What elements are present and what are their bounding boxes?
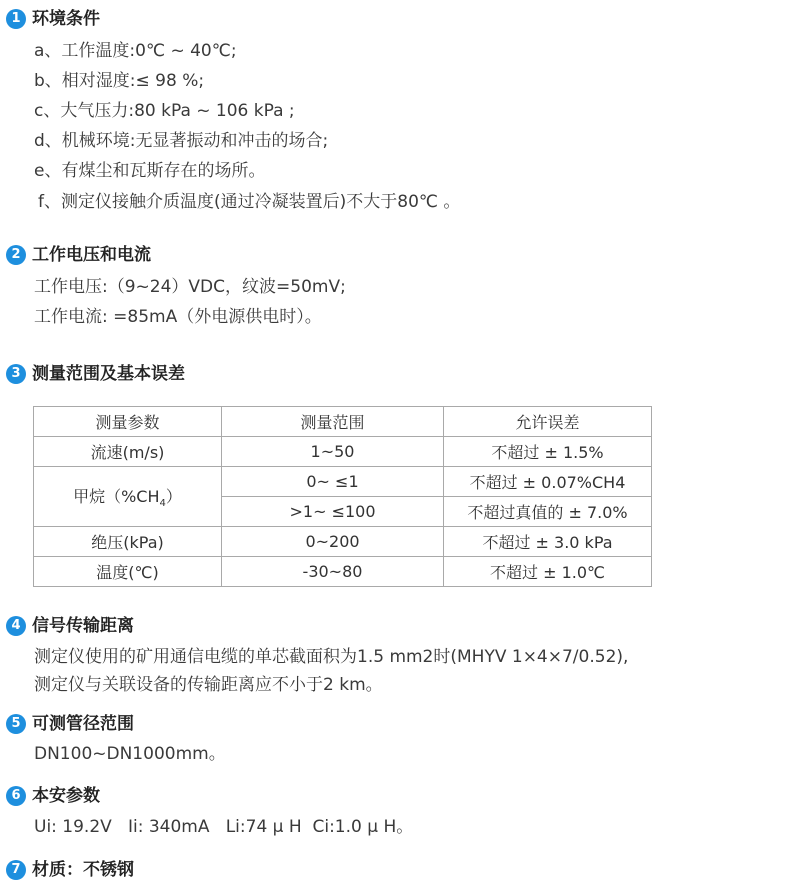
voltage-spec: 工作电压:（9~24）VDC，纹波=50mV; — [34, 277, 346, 297]
pipe-diameter-value: DN100~DN1000mm。 — [34, 744, 226, 764]
table-row — [34, 467, 652, 497]
methane-close-paren: ） — [165, 486, 182, 506]
section-number-badge: 3 — [6, 364, 26, 384]
methane-label: 甲烷（%CH — [73, 486, 160, 506]
current-spec: 工作电流: =85mA（外电源供电时）。 — [34, 307, 322, 327]
table-cell: 温度(℃) — [34, 557, 222, 587]
section-number-badge: 7 — [6, 860, 26, 880]
environment-item: a、工作温度:0℃ ~ 40℃; — [34, 41, 237, 61]
table-cell: >1~ ≤100 — [222, 497, 444, 527]
section-number-badge: 5 — [6, 714, 26, 734]
section-number-badge: 2 — [6, 245, 26, 265]
table-cell: 不超过 ± 1.5% — [444, 437, 652, 467]
table-cell: 流速(m/s) — [34, 437, 222, 467]
section-heading-transmission: 信号传输距离 — [32, 616, 134, 636]
transmission-text: 测定仪使用的矿用通信电缆的单芯截面积为1.5 mm2时(MHYV 1×4×7/0.52), — [34, 647, 629, 667]
transmission-text: 测定仪与关联设备的传输距离应不小于2 km。 — [34, 675, 383, 695]
environment-item: f、测定仪接触介质温度(通过冷凝装置后)不大于80℃ 。 — [38, 192, 461, 212]
table-row — [34, 437, 652, 467]
environment-item: c、大气压力:80 kPa ~ 106 kPa ; — [34, 101, 295, 121]
methane-subscript: 4 — [159, 498, 166, 510]
table-cell: 绝压(kPa) — [34, 527, 222, 557]
section-heading-environment: 环境条件 — [32, 9, 100, 29]
table-row — [34, 557, 652, 587]
table-cell-methane — [34, 467, 222, 527]
table-cell: 不超过 ± 0.07%CH4 — [444, 467, 652, 497]
section-number-badge: 4 — [6, 616, 26, 636]
section-heading-range-error: 测量范围及基本误差 — [32, 364, 185, 384]
section-heading-intrinsic-safety: 本安参数 — [32, 786, 100, 806]
environment-item: b、相对湿度:≤ 98 %; — [34, 71, 205, 91]
table-cell: 不超过真值的 ± 7.0% — [444, 497, 652, 527]
table-cell: 不超过 ± 1.0℃ — [444, 557, 652, 587]
header-parameter: 测量参数 — [34, 407, 222, 437]
section-number-badge: 1 — [6, 9, 26, 29]
measurement-table — [33, 406, 652, 587]
section-number-badge: 6 — [6, 786, 26, 806]
table-row — [34, 527, 652, 557]
environment-item: e、有煤尘和瓦斯存在的场所。 — [34, 161, 266, 181]
table-cell: 1~50 — [222, 437, 444, 467]
table-cell: 0~200 — [222, 527, 444, 557]
intrinsic-safety-values: Ui: 19.2V Ii: 340mA Li:74 μ H Ci:1.0 μ H。 — [34, 817, 414, 837]
table-header-row — [34, 407, 652, 437]
section-heading-material: 材质：不锈钢 — [32, 860, 134, 880]
section-heading-pipe-diameter: 可测管径范围 — [32, 714, 134, 734]
table-cell: 不超过 ± 3.0 kPa — [444, 527, 652, 557]
table-cell: 0~ ≤1 — [222, 467, 444, 497]
header-range: 测量范围 — [222, 407, 444, 437]
table-cell: -30~80 — [222, 557, 444, 587]
header-error: 允许误差 — [444, 407, 652, 437]
environment-item: d、机械环境:无显著振动和冲击的场合; — [34, 131, 329, 151]
section-heading-voltage-current: 工作电压和电流 — [32, 245, 151, 265]
